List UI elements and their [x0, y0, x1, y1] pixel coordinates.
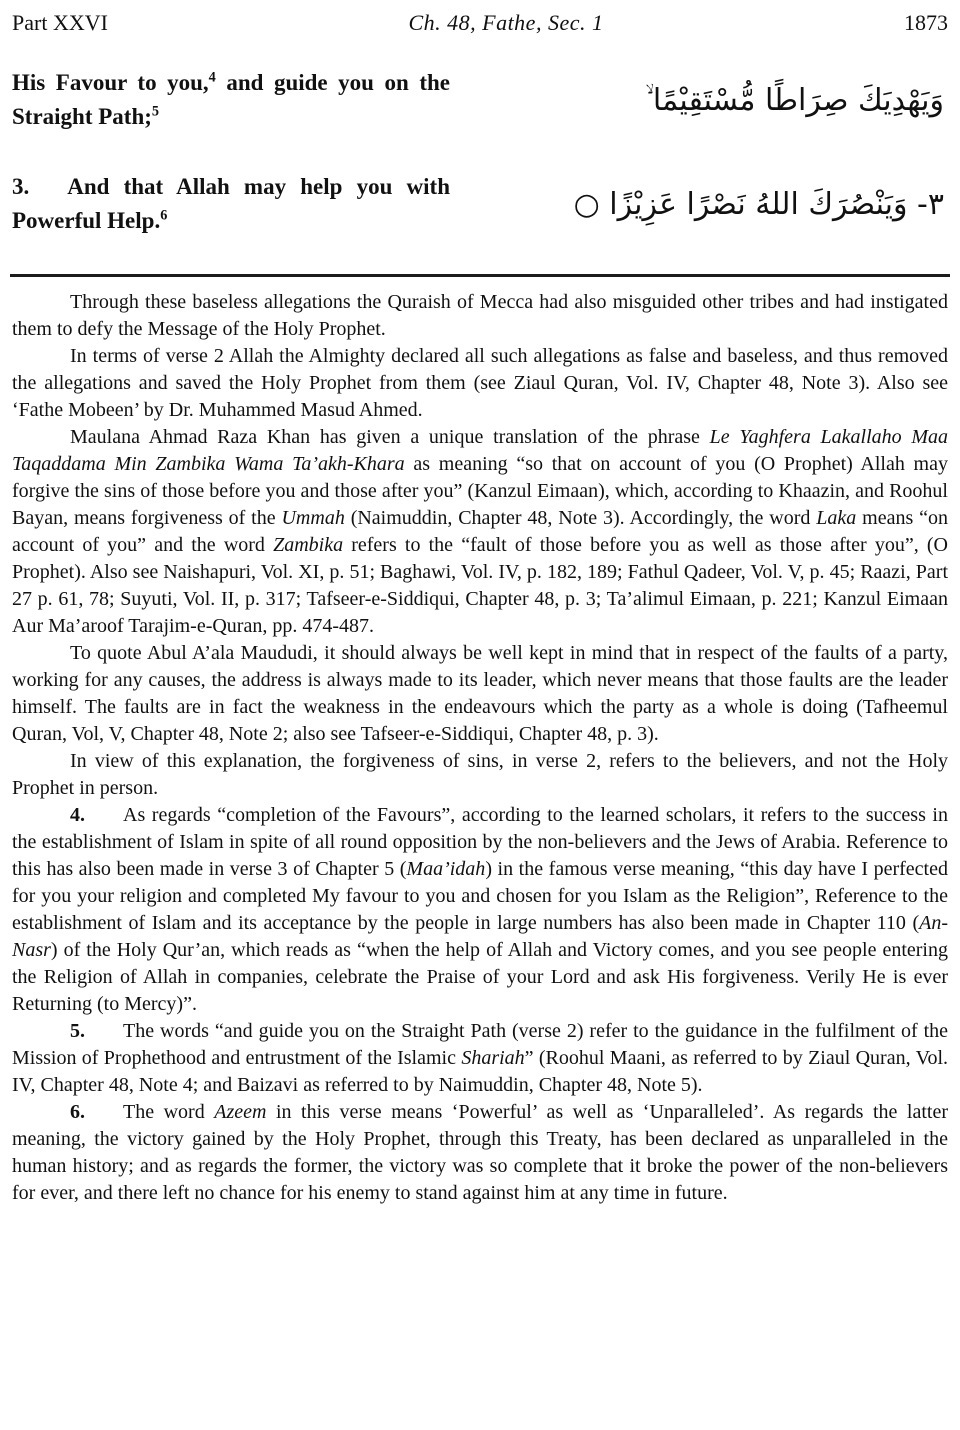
- footnote-paragraph: 6. The word Azeem in this verse means ‘Powerful’ as well as ‘Unparalleled’. As regards the latter meaning, the victory gained by the Holy Prophet, through this Treaty, has been declared as unparalleled in the human history; and as regards the former, the victory was so complete that it broke the power of the non-believers for ever, and there left no chance for his enemy to stand against him at any time in future.: [12, 1101, 948, 1204]
- paragraph: Maulana Ahmad Raza Khan has given a unique translation of the phrase Le Yaghfera Lakallaho Maa Taqaddama Min Zambika Wama Ta’akh-Khara as meaning “so that on account of you (O Prophet) Allah may forgive the sins of those before you and those after you” (Kanzul Eimaan), which, according to Khaazin, and Roohul Bayan, means forgiveness of the Ummah (Naimuddin, Chapter 48, Note 3). Accordingly, the word Laka means “on account of you” and the word Zambika refers to the “fault of those before you as well as those after you”, (O Prophet). Also see Naishapuri, Vol. XI, p. 51; Baghawi, Vol. IV, p. 182, 189; Fathul Qadeer, Vol. V, p. 45; Raazi, Part 27 p. 61, 78; Suyuti, Vol. II, p. 317; Tafseer-e-Siddiqui, Chapter 48, p. 3; Ta’alimul Eimaan, p. 221; Kanzul Eimaan Aur Ma’aroof Tarajim-e-Quran, pp. 474-487.: [12, 426, 948, 637]
- paragraph: In terms of verse 2 Allah the Almighty declared all such allegations as false and baseless, and thus removed the allegations and saved the Holy Prophet from them (see Ziaul Quran, Vol. IV, Chapter 48, Note 3). Also see ‘Fathe Mobeen’ by Dr. Muhammed Masud Ahmed.: [12, 345, 948, 421]
- verse-row: [10, 66, 950, 134]
- footnote-paragraph: 5. The words “and guide you on the Straight Path (verse 2) refer to the guidance in the fulfilment of the Mission of Prophethood and entrustment of the Islamic Shariah” (Roohul Maani, as referred to by Ziaul Quran, Vol. IV, Chapter 48, Note 4; and Baizavi as referred to by Naimuddin, Chapter 48, Note 5).: [12, 1020, 948, 1096]
- page-number: 1873: [904, 10, 948, 35]
- footnote-paragraph: 4. As regards “completion of the Favours”, according to the learned scholars, it refers to the success in the establishment of Islam in spite of all round opposition by the non-believers and the Jews of Arabia. Reference to this has also been made in verse 3 of Chapter 5 (Maa’idah) in the famous verse meaning, “this day have I perfected for you your religion and completed My favour to you and chosen for you Islam as the Religion”, Reference to the establishment of Islam and its acceptance by the people in large numbers has also been made in Chapter 110 (An-Nasr) of the Holy Qur’an, which reads as “when the help of Allah and Victory comes, and you see people entering the Religion of Allah in companies, celebrate the Praise of your Lord and ask His forgiveness. Verily He is ever Returning (to Mercy)”.: [12, 804, 948, 1015]
- part-label: Part XXVI: [12, 10, 108, 35]
- paragraph: In view of this explanation, the forgiveness of sins, in verse 2, refers to the believers, and not the Holy Prophet in person.: [12, 750, 948, 799]
- verse-english-translation: 3. And that Allah may help you with Powerful Help.$^6$: [12, 174, 450, 233]
- commentary-body: [10, 289, 950, 1207]
- verse-row: [10, 170, 950, 238]
- section-divider: [10, 274, 950, 277]
- verse-arabic-text: ٣- وَيَنْصُرَكَ اللهُ نَصْرًا عَزِيْزًا ○: [573, 186, 944, 222]
- page-header: [10, 8, 950, 36]
- chapter-heading: Ch. 48, Fathe, Sec. 1: [408, 10, 604, 35]
- verse-english-translation: His Favour to you,$^4$ and guide you on the Straight Path;$^5$: [12, 69, 450, 129]
- paragraph: To quote Abul A’ala Maududi, it should always be well kept in mind that in respect of the faults of a party, working for any causes, the address is always made to its leader, which never means that those faults are the leader himself. The faults are in fact the weakness in the endeavours which the party as a whole is doing (Tafheemul Quran, Vol, V, Chapter 48, Note 2; also see Tafseer-e-Siddiqui, Chapter 48, p. 3).: [12, 642, 948, 745]
- verse-arabic-text: وَيَهْدِيَكَ صِرَاطًا مُّسْتَقِيْمًا ۙ: [645, 82, 944, 118]
- verse-block: [10, 66, 950, 238]
- paragraph: Through these baseless allegations the Quraish of Mecca had also misguided other tribes and had instigated them to defy the Message of the Holy Prophet.: [12, 291, 948, 340]
